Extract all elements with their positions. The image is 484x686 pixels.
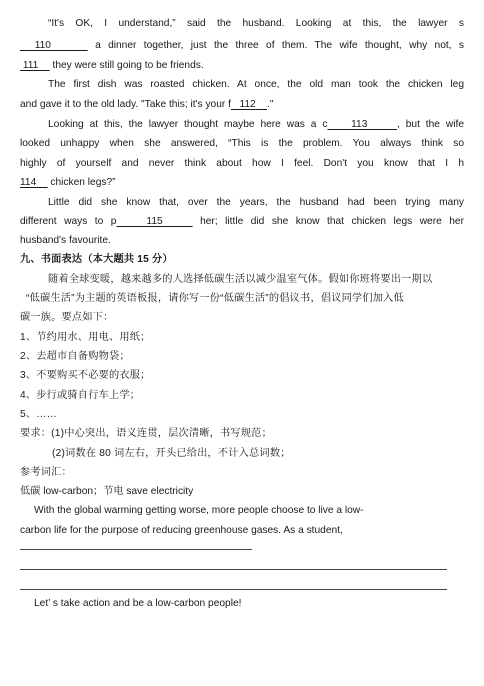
essay-ending: Let’ s take action and be a low-carbon people!	[34, 598, 242, 609]
blank-113[interactable]: 113	[351, 119, 368, 130]
blank-115[interactable]: 115	[146, 216, 163, 227]
answer-line[interactable]	[20, 569, 447, 570]
vocab-title: 参考词汇：	[20, 467, 72, 478]
passage-line: and gave it to the old lady. "Take this; it's your f 112 ."	[20, 99, 274, 110]
essay-start: carbon life for the purpose of reducing greenhouse gases. As a student,	[20, 525, 343, 536]
vocab-list: 低碳 low-carbon；节电 save electricity	[20, 486, 194, 497]
passage-line: highly of yourself and never think about how I feel. Don't you know that I h	[20, 158, 464, 169]
passage-line: 110 a dinner together, just the three of them. The wife thought, why not, s	[20, 36, 464, 55]
writing-point: 2、去超市自备购物袋；	[20, 351, 130, 362]
passage-line: “It's OK, I understand,” said the husband. Looking at this, the lawyer s	[48, 18, 464, 29]
passage-line: husband's favourite.	[20, 235, 111, 246]
answer-line[interactable]	[20, 589, 447, 590]
writing-point: 5、……	[20, 409, 58, 420]
blank-111[interactable]: 111	[22, 60, 39, 71]
passage-line: looked unhappy when she answered, “This is the problem. You always think so	[20, 138, 464, 149]
passage-line: 111 they were still going to be friends.	[20, 56, 464, 75]
writing-requirement: (2)词数在 80 词左右，开头已给出，不计入总词数；	[52, 448, 291, 459]
writing-point: 4、步行或骑自行车上学；	[20, 390, 141, 401]
writing-intro: 随着全球变暖，越来越多的人选择低碳生活以减少温室气体。假如你班将要出一期以	[48, 274, 433, 285]
blank-114[interactable]: 114	[20, 177, 37, 188]
essay-start: With the global warming getting worse, more people choose to live a low-	[34, 505, 364, 516]
blank-110[interactable]: 110	[34, 40, 51, 51]
blank-112[interactable]: 112	[239, 99, 256, 110]
writing-point: 3、不要购买不必要的衣服；	[20, 370, 151, 381]
writing-requirement: 要求：(1)中心突出，语义连贯，层次清晰，书写规范；	[20, 428, 272, 439]
passage-line: Little did she know that, over the years, the husband had been trying many	[48, 197, 464, 208]
passage-line: 114 chicken legs?”	[20, 177, 116, 188]
passage-line: Looking at this, the lawyer thought maybe here was a c 113 , but the wife	[48, 119, 464, 130]
writing-intro: 碳一族。要点如下：	[20, 312, 114, 323]
section-heading: 九、书面表达（本大题共 15 分）	[20, 254, 173, 265]
answer-line[interactable]	[20, 549, 252, 550]
writing-intro: “低碳生活”为主题的英语板报，请你写一份“低碳生活”的倡议书，倡议同学们加入低	[26, 293, 404, 304]
passage-line: different ways to p 115 her; little did she know that chicken legs were her	[20, 216, 464, 227]
writing-point: 1、节约用水、用电、用纸；	[20, 332, 151, 343]
passage-line: The first dish was roasted chicken. At once, the old man took the chicken leg	[48, 79, 464, 90]
